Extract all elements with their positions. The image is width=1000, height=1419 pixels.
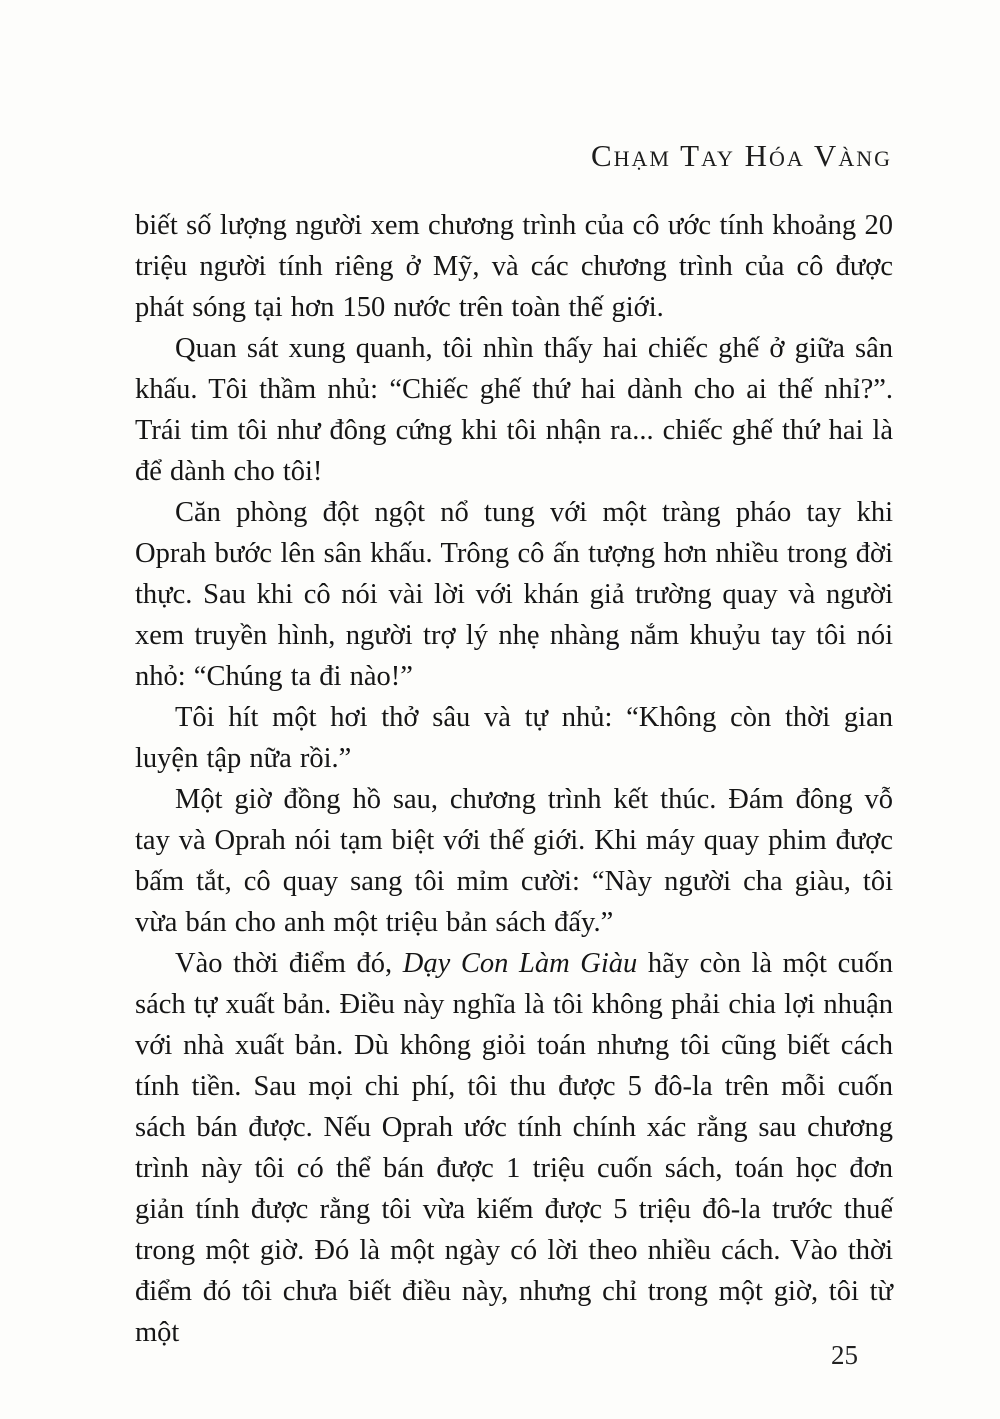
paragraph-text: Tôi hít một hơi thở sâu và tự nhủ: “Không còn thời gian luyện tập nữa rồi.”	[135, 702, 893, 774]
paragraph	[135, 205, 893, 328]
paragraph-text: Quan sát xung quanh, tôi nhìn thấy hai chiếc ghế ở giữa sân khấu. Tôi thầm nhủ: “Chiếc ghế thứ hai dành cho ai thế nhỉ?”. Trái tim tôi như đông cứng khi tôi nhận ra... chiếc ghế thứ hai là để dành cho tôi!	[135, 333, 893, 487]
paragraph	[135, 943, 893, 1353]
paragraph	[135, 779, 893, 943]
book-title-italic: Dạy Con Làm Giàu	[402, 948, 638, 979]
paragraph-text: biết số lượng người xem chương trình của cô ước tính khoảng 20 triệu người tính riêng ở Mỹ, và các chương trình của cô được phát sóng tại hơn 150 nước trên toàn thế giới.	[135, 210, 893, 323]
paragraph-text: Một giờ đồng hồ sau, chương trình kết thúc. Đám đông vỗ tay và Oprah nói tạm biệt với thế giới. Khi máy quay phim được bấm tắt, cô quay sang tôi mỉm cười: “Này người cha giàu, tôi vừa bán cho anh một triệu bản sách đấy.”	[135, 784, 893, 938]
paragraph	[135, 697, 893, 779]
paragraph-text: hãy còn là một cuốn sách tự xuất bản. Điều này nghĩa là tôi không phải chia lợi nhuận với nhà xuất bản. Dù không giỏi toán nhưng tôi cũng biết cách tính tiền. Sau mọi chi phí, tôi thu được 5 đô-la trên mỗi cuốn sách bán được. Nếu Oprah ước tính chính xác rằng sau chương trình này tôi có thể bán được 1 triệu cuốn sách, toán học đơn giản tính được rằng tôi vừa kiếm được 5 triệu đô-la trước thuế trong một giờ. Đó là một ngày có lời theo nhiều cách. Vào thời điểm đó tôi chưa biết điều này, nhưng chỉ trong một giờ, tôi từ một	[135, 948, 893, 1348]
paragraph-text: Vào thời điểm đó,	[175, 948, 403, 979]
paragraph	[135, 328, 893, 492]
paragraph	[135, 492, 893, 697]
text-body	[135, 205, 893, 1353]
paragraph-text: Căn phòng đột ngột nổ tung với một tràng pháo tay khi Oprah bước lên sân khấu. Trông cô ấn tượng hơn nhiều trong đời thực. Sau khi cô nói vài lời với khán giả trường quay và người xem truyền hình, người trợ lý nhẹ nhàng nắm khuỷu tay tôi nói nhỏ: “Chúng ta đi nào!”	[135, 497, 893, 692]
running-header: Chạm Tay Hóa Vàng	[590, 138, 892, 173]
page-number: 25	[831, 1340, 858, 1370]
